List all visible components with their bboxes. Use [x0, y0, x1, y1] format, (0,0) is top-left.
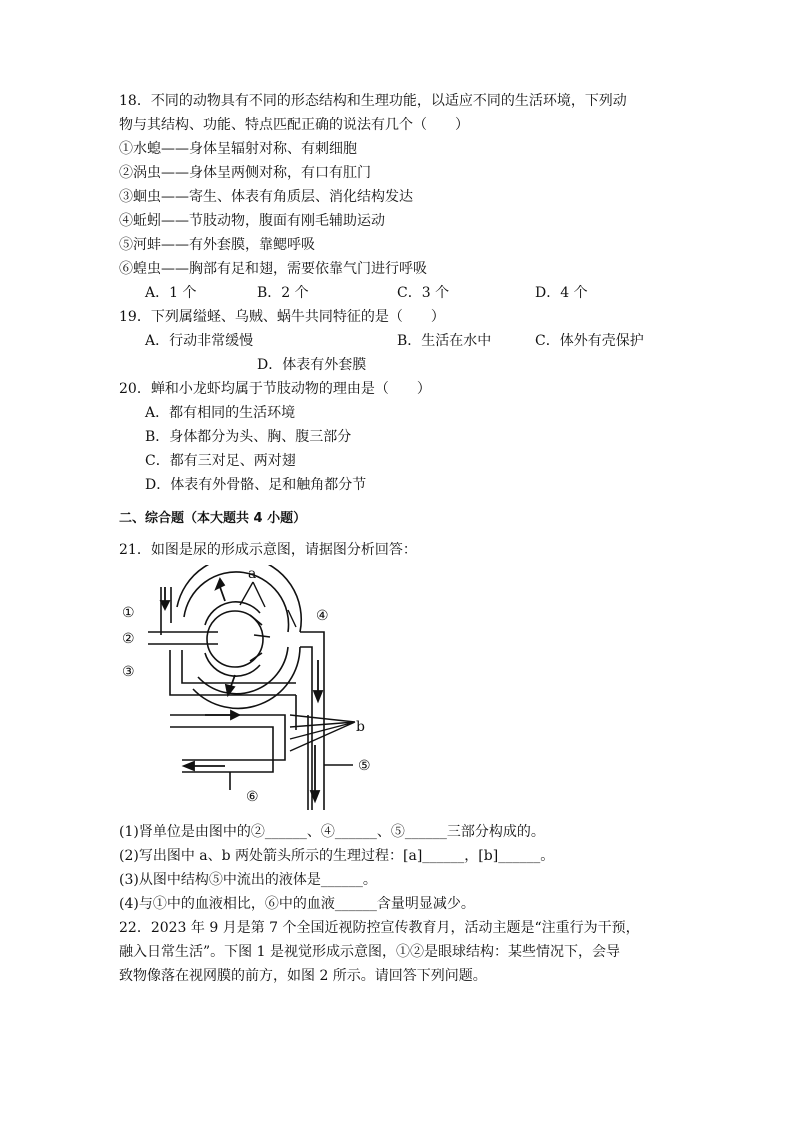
q21-sub2: (2)写出图中 a、b 两处箭头所示的生理过程：[a]______，[b]______。	[119, 848, 555, 864]
q18-item-4: ④蚯蚓——节肢动物，腹面有刚毛辅助运动	[119, 213, 385, 229]
label-4: ④	[316, 608, 329, 624]
q22-line1: 22．2023 年 9 月是第 7 个全国近视防控宣传教育月，活动主题是“注重行为干预，	[119, 920, 640, 936]
label-3: ③	[122, 664, 135, 680]
q19-option-c: C．体外有壳保护	[535, 333, 644, 349]
urine-formation-diagram	[110, 565, 390, 815]
q18-option-c: C．3 个	[397, 285, 450, 301]
q18-item-1: ①水螅——身体呈辐射对称、有刺细胞	[119, 141, 357, 157]
label-2: ②	[122, 631, 135, 647]
q18-item-2: ②涡虫——身体呈两侧对称，有口有肛门	[119, 165, 371, 181]
q22-line3: 致物像落在视网膜的前方，如图 2 所示。请回答下列问题。	[119, 968, 487, 984]
section-heading: 二、综合题（本大题共 4 小题）	[119, 511, 307, 526]
q18-option-d: D．4 个	[535, 285, 588, 301]
q19-option-d: D．体表有外套膜	[257, 357, 367, 373]
q19-option-b: B．生活在水中	[397, 333, 492, 349]
label-b: b	[356, 719, 365, 735]
label-6: ⑥	[246, 789, 259, 805]
q20-option-a: A．都有相同的生活环境	[145, 405, 296, 421]
q20-option-b: B．身体都分为头、胸、腹三部分	[145, 429, 352, 445]
q20-option-c: C．都有三对足、两对翅	[145, 453, 296, 469]
q18-stem-line2: 物与其结构、功能、特点匹配正确的说法有几个（ ）	[119, 117, 469, 133]
q18-item-6: ⑥蝗虫——胸部有足和翅，需要依靠气门进行呼吸	[119, 261, 427, 277]
q18-item-3: ③蛔虫——寄生、体表有角质层、消化结构发达	[119, 189, 413, 205]
q22-line2: 融入日常生活”。下图 1 是视觉形成示意图，①②是眼球结构：某些情况下，会导	[119, 944, 620, 960]
q21-sub3: (3)从图中结构⑤中流出的液体是______。	[119, 872, 377, 888]
q19-option-a: A．行动非常缓慢	[145, 333, 254, 349]
label-a: a	[248, 566, 257, 582]
q18-item-5: ⑤河蚌——有外套膜，靠鳃呼吸	[119, 237, 315, 253]
label-5: ⑤	[358, 758, 371, 774]
label-1: ①	[122, 605, 135, 621]
q18-stem-line1: 18．不同的动物具有不同的形态结构和生理功能，以适应不同的生活环境，下列动	[119, 93, 627, 109]
q19-stem: 19．下列属缢蛏、乌贼、蜗牛共同特征的是（ ）	[119, 309, 445, 325]
q18-option-b: B．2 个	[257, 285, 309, 301]
q20-stem: 20．蝉和小龙虾均属于节肢动物的理由是（ ）	[119, 381, 431, 397]
q21-sub4: (4)与①中的血液相比，⑥中的血液______含量明显减少。	[119, 896, 475, 912]
q21-sub1: (1)肾单位是由图中的②______、④______、⑤______三部分构成的。	[119, 824, 545, 840]
q20-option-d: D．体表有外骨骼、足和触角都分节	[145, 477, 367, 493]
q18-option-a: A．1 个	[145, 285, 197, 301]
q21-stem: 21．如图是尿的形成示意图，请据图分析回答：	[119, 542, 417, 558]
